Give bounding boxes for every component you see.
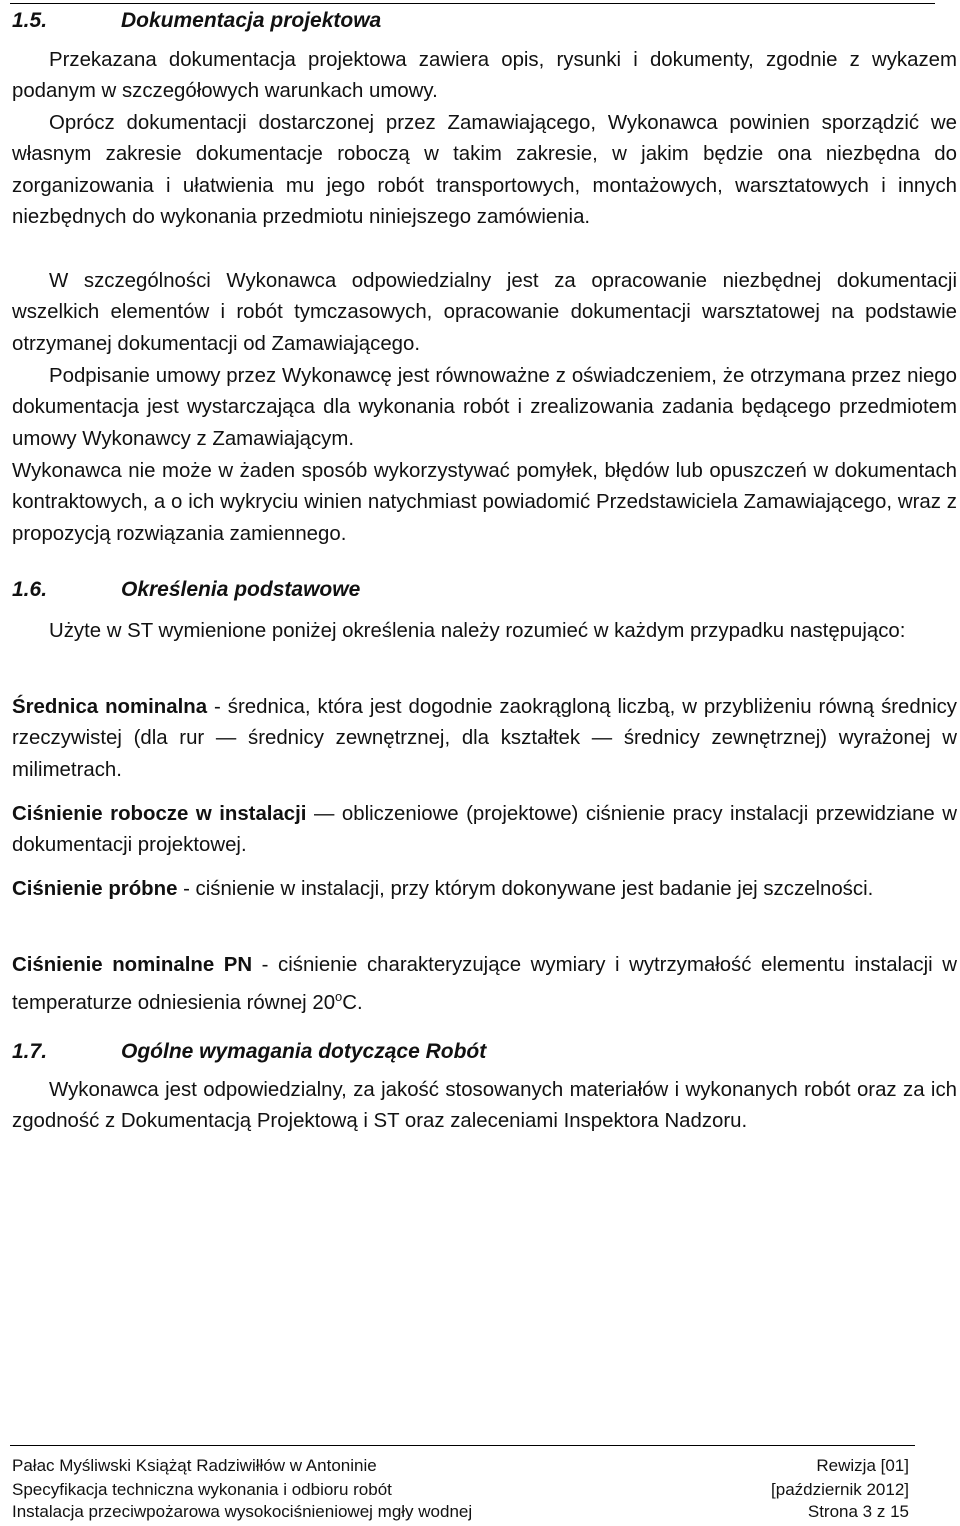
footer-subject: Instalacja przeciwpożarowa wysokociśnieniowej mgły wodnej — [12, 1502, 473, 1521]
superscript: o — [335, 989, 343, 1005]
definition — [12, 874, 957, 905]
section-number: 1.6. — [12, 578, 48, 601]
paragraph: Wykonawca nie może w żaden sposób wykorzystywać pomyłek, błędów lub opuszczeń w dokumentach kontraktowych, a o ich wykryciu winien natychmiast powiadomić Przedstawiciela Zamawiającego, wraz z propozycją rozwiązania zamiennego. — [12, 460, 957, 545]
definition-text: - ciśnienie charakteryzujące wymiary i wytrzymałość elementu instalacji w temperaturze odniesienia równej 20 — [12, 954, 957, 1015]
footer-doc-type: Specyfikacja techniczna wykonania i odbioru robót — [12, 1480, 392, 1499]
definition-tail: C. — [342, 992, 363, 1015]
top-rule — [10, 3, 935, 4]
footer-revision: Rewizja [01] — [816, 1456, 909, 1475]
section-heading-1-6 — [12, 578, 360, 602]
definition — [12, 950, 957, 1020]
definition-text: - średnica, która jest dogodnie zaokrągloną liczbą, w przybliżeniu równą średnicy rzeczywistej (dla rur — średnicy zewnętrznej, dla kształtek — średnicy zewnętrznej) wyrażonej w milimetrach. — [12, 696, 957, 781]
section-title: Dokumentacja projektowa — [121, 9, 382, 32]
footer-page-number: Strona 3 z 15 — [807, 1502, 909, 1521]
definition — [12, 799, 957, 862]
paragraph: Wykonawca jest odpowiedzialny, za jakość stosowanych materiałów i wykonanych robót oraz za ich zgodność z Dokumentacją Projektową i ST oraz zaleceniami Inspektora Nadzoru. — [12, 1079, 957, 1133]
footer-project: Pałac Myśliwski Książąt Radziwiłłów w Antoninie — [12, 1456, 377, 1475]
section-heading-1-7 — [12, 1040, 486, 1064]
definition-term: Ciśnienie próbne — [12, 878, 178, 900]
definition-text: — obliczeniowe (projektowe) ciśnienie pracy instalacji przewidziane w dokumentacji projektowej. — [12, 803, 957, 857]
definition-term: Średnica nominalna — [12, 696, 208, 718]
definition-term: Ciśnienie nominalne PN — [12, 954, 253, 976]
footer-rule — [10, 1445, 915, 1446]
definition-term: Ciśnienie robocze w instalacji — [12, 803, 307, 825]
footer-line — [12, 1455, 909, 1477]
paragraph: Oprócz dokumentacji dostarczonej przez Zamawiającego, Wykonawca powinien sporządzić we własnym zakresie dokumentacje roboczą w takim zakresie, w jakim będzie ona niezbędna do zorganizowania i ułatwienia mu jego robót transportowych, montażowych, warsztatowych i innych niezbędnych do wykonania przedmiotu niniejszego zamówienia. — [12, 112, 957, 229]
footer-line — [12, 1479, 909, 1501]
footer-date: [październik 2012] — [771, 1480, 909, 1499]
paragraph: Podpisanie umowy przez Wykonawcę jest równoważne z oświadczeniem, że otrzymana przez niego dokumentacja jest wystarczająca dla wykonania robót i zrealizowania zadania będącego przedmiotem umowy Wykonawcy z Zamawiającym. — [12, 365, 957, 450]
section-title: Określenia podstawowe — [121, 578, 361, 601]
paragraph: Użyte w ST wymienione poniżej określenia należy rozumieć w każdym przypadku następująco: — [49, 620, 906, 642]
paragraph: Przekazana dokumentacja projektowa zawiera opis, rysunki i dokumenty, zgodnie z wykazem podanym w szczegółowych warunkach umowy. — [12, 49, 957, 103]
section-title: Ogólne wymagania dotyczące Robót — [121, 1040, 487, 1063]
definition — [12, 692, 957, 786]
paragraph: W szczególności Wykonawca odpowiedzialny jest za opracowanie niezbędnej dokumentacji wszelkich elementów i robót tymczasowych, opracowanie dokumentacji warsztatowej na podstawie otrzymanej dokumentacji od Zamawiającego. — [12, 270, 957, 355]
footer-line — [12, 1501, 909, 1523]
section-heading-1-5 — [12, 9, 381, 33]
section-number: 1.7. — [12, 1040, 48, 1063]
definition-text: - ciśnienie w instalacji, przy którym dokonywane jest badanie jej szczelności. — [177, 878, 874, 900]
section-number: 1.5. — [12, 9, 48, 32]
